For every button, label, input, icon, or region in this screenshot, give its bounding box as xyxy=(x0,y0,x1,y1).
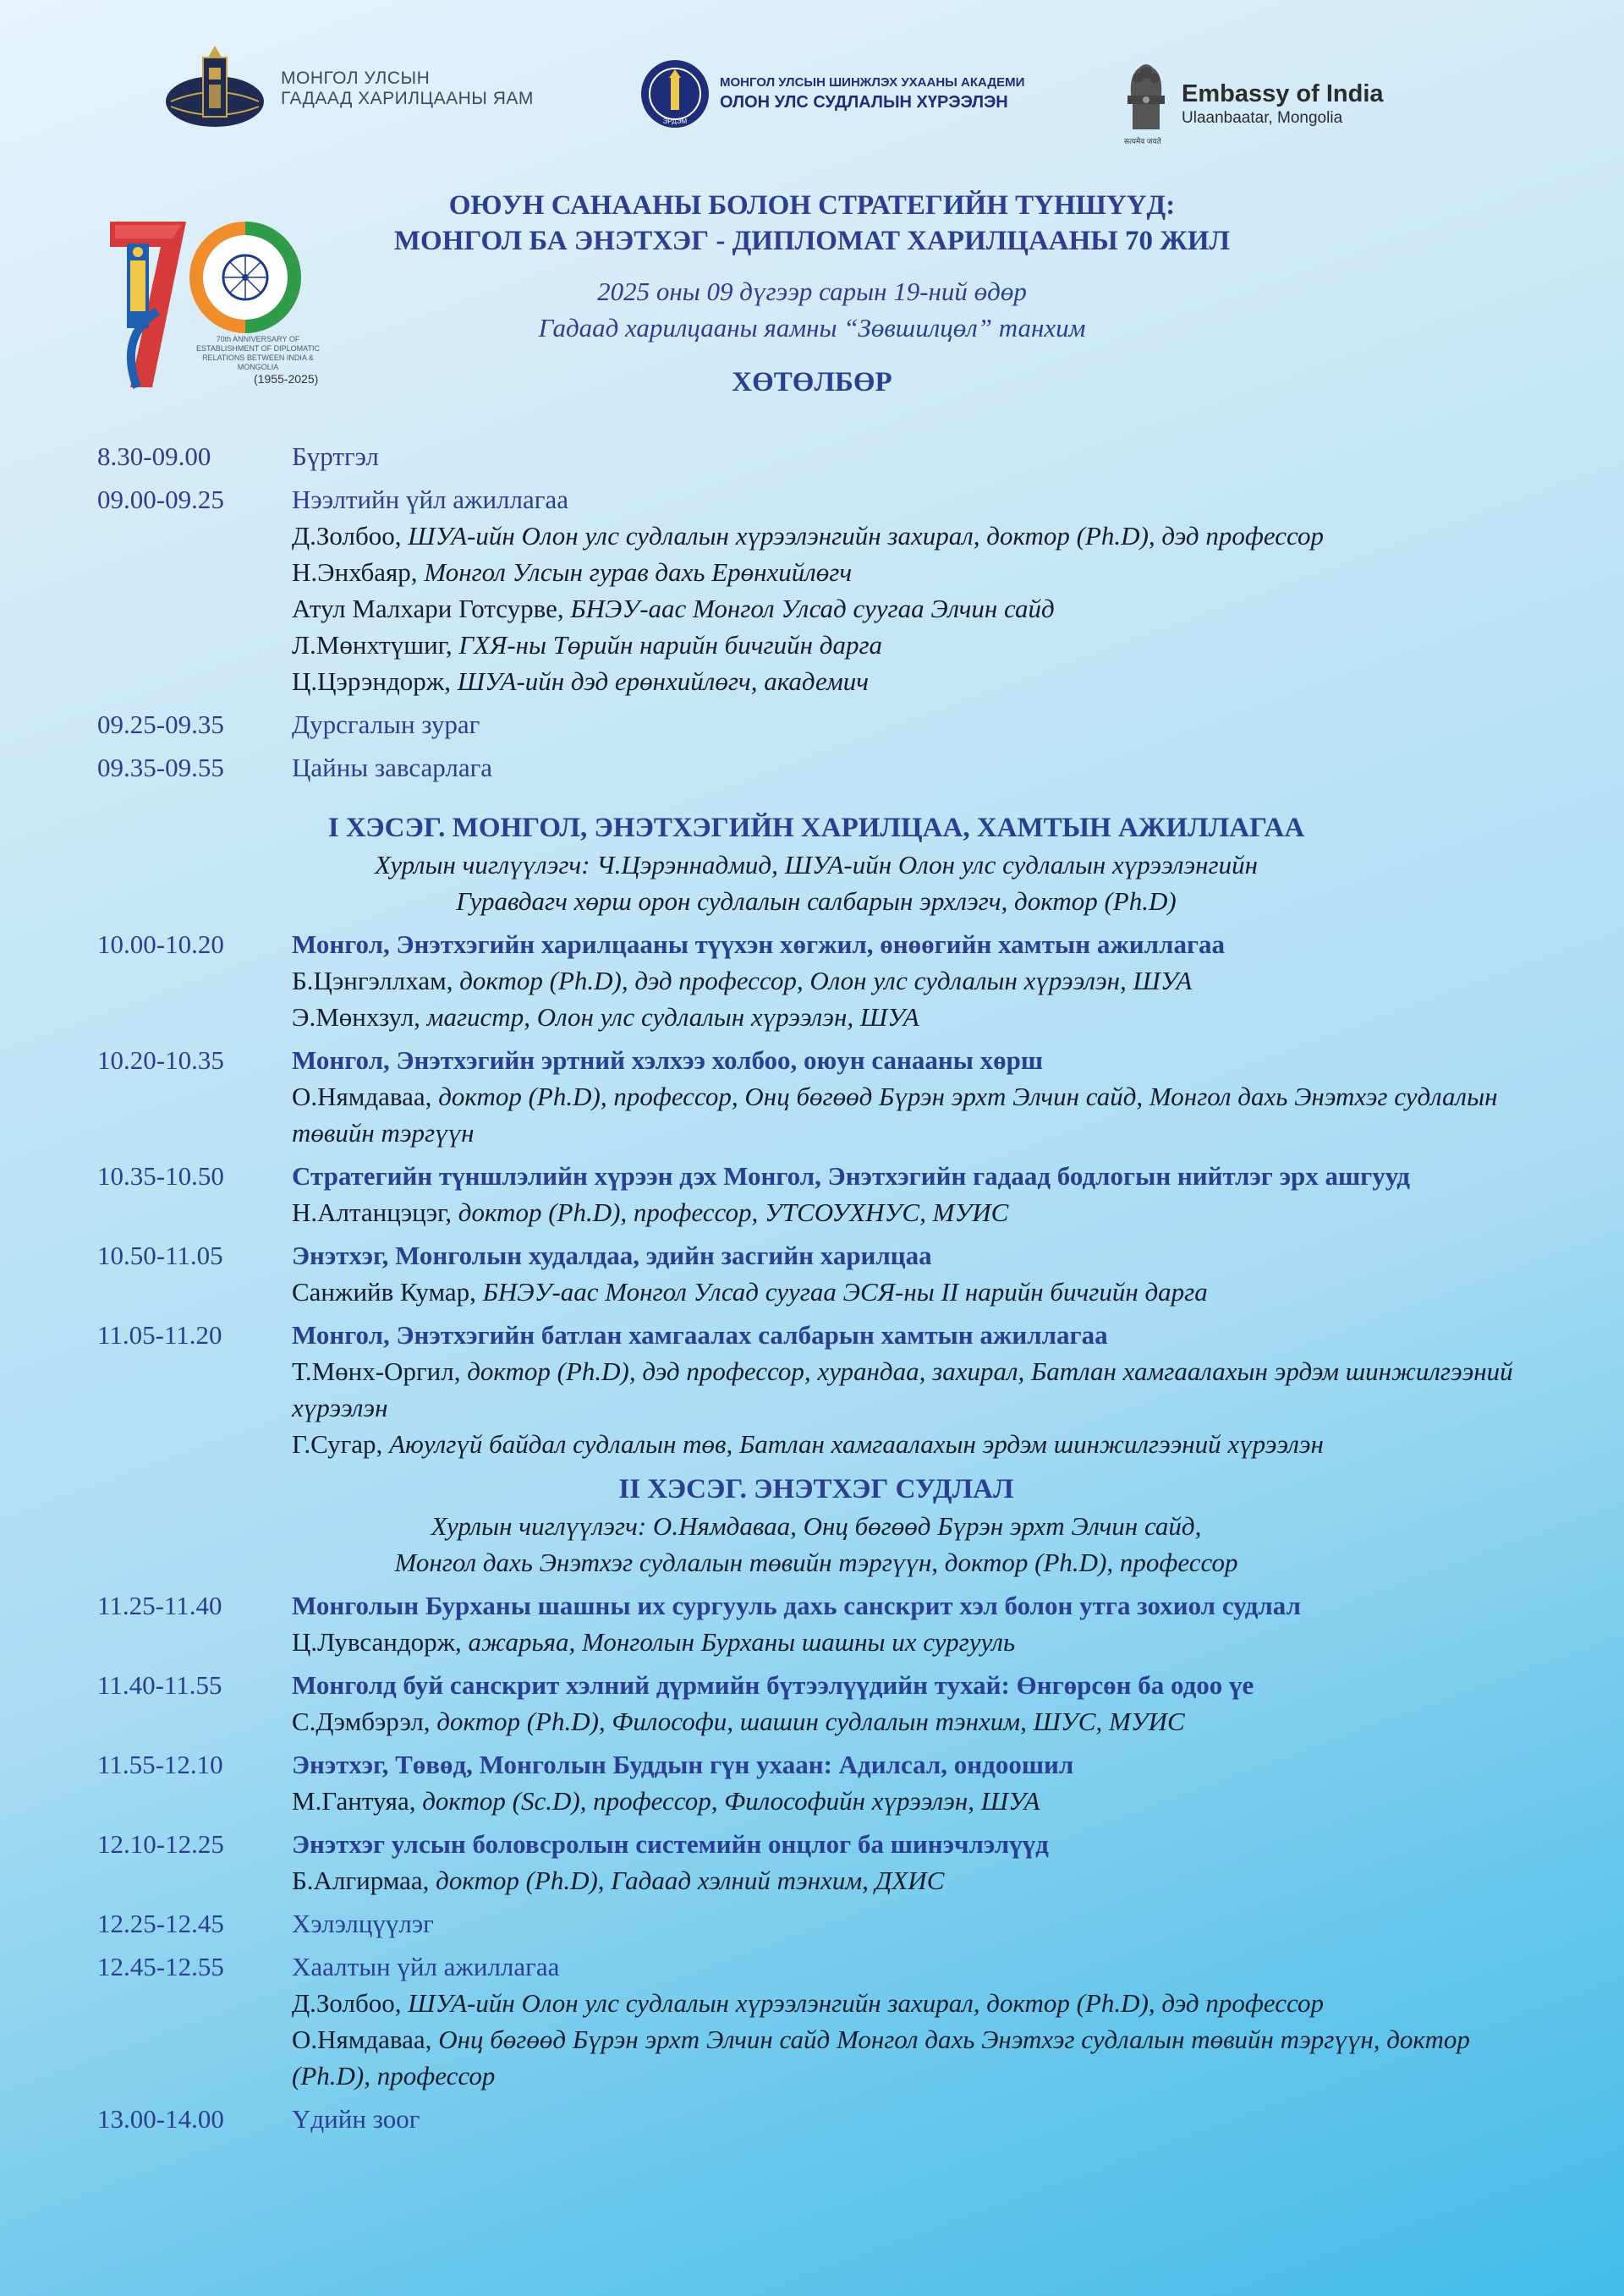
talk-topic: Монголын Бурханы шашны их сургууль дахь санскрит хэл болон утга зохиол судлал xyxy=(292,1591,1301,1620)
iss-line2: ОЛОН УЛС СУДЛАЛЫН ХҮРЭЭЛЭН xyxy=(720,93,1008,112)
schedule-row-talk xyxy=(97,1237,1535,1310)
talk-topic: Монгол, Энэтхэгийн батлан хамгаалах салбарын хамтын ажиллагаа xyxy=(292,1320,1108,1350)
speaker-role: доктор (Ph.D), Философи, шашин судлалын тэнхим, ШУС, МУИС xyxy=(436,1707,1185,1736)
time-slot: 12.10-12.25 xyxy=(97,1829,224,1859)
session-label: Хаалтын үйл ажиллагаа xyxy=(292,1952,560,1981)
india-embassy-logo xyxy=(1121,58,1384,151)
speaker xyxy=(292,1783,1535,1819)
time-slot: 09.25-09.35 xyxy=(97,710,224,739)
speaker-role: БНЭУ-аас Монгол Улсад суугаа Элчин сайд xyxy=(570,594,1055,623)
speaker-role: доктор (Ph.D), дэд профессор, Олон улс судлалын хүрээлэн, ШУА xyxy=(459,966,1193,995)
section-1-header xyxy=(182,809,1451,919)
schedule-row-talk xyxy=(97,1317,1535,1462)
schedule-row-talk xyxy=(97,1587,1535,1660)
speaker-role: доктор (Ph.D), профессор, УТСОУХНУС, МУИС xyxy=(458,1197,1009,1227)
talk-topic: Стратегийн түншлэлийн хүрээн дэх Монгол, Энэтхэгийн гадаад бодлогын нийтлэг эрх ашгууд xyxy=(292,1161,1410,1191)
speaker xyxy=(292,518,1535,554)
anniversary-caption: 70th ANNIVERSARY OF ESTABLISHMENT OF DIPLOMATIC RELATIONS BETWEEN INDIA & MONGOLIA xyxy=(195,335,321,371)
iss-line1: МОНГОЛ УЛСЫН ШИНЖЛЭХ УХААНЫ АКАДЕМИ xyxy=(720,75,1025,90)
time-slot: 09.00-09.25 xyxy=(97,485,224,514)
speaker-name: Д.Золбоо, xyxy=(292,1988,402,2018)
speaker xyxy=(292,627,1535,663)
time-slot: 11.40-11.55 xyxy=(97,1670,222,1700)
schedule-row-talk xyxy=(97,1746,1535,1819)
session-label: Нээлтийн үйл ажиллагаа xyxy=(292,485,568,514)
event-venue: Гадаад харилцааны яамны “Зөвшилцөл” танхим xyxy=(538,313,1086,342)
title-line-2: МОНГОЛ БА ЭНЭТХЭГ - ДИПЛОМАТ ХАРИЛЦААНЫ 70 ЖИЛ xyxy=(393,226,1231,256)
academy-seal-icon xyxy=(639,58,711,130)
speaker-role: Аюулгүй байдал судлалын төв, Батлан хамгаалахын эрдэм шинжилгээний хүрээлэн xyxy=(389,1429,1324,1459)
section-chair-line: Гуравдагч хөрш орон судлалын салбарын эрхлэгч, доктор (Ph.D) xyxy=(456,886,1177,916)
speaker-role: доктор (Ph.D), дэд профессор, хурандаа, захирал, Батлан хамгаалахын эрдэм шинжилгээний хүрээлэн xyxy=(292,1356,1513,1422)
speaker-name: Н.Алтанцэцэг, xyxy=(292,1197,453,1227)
schedule-row-discussion xyxy=(97,1905,1535,1942)
section-title: I ХЭСЭГ. МОНГОЛ, ЭНЭТХЭГИЙН ХАРИЛЦАА, ХАМТЫН АЖИЛЛАГАА xyxy=(327,813,1305,843)
schedule-row-registration xyxy=(97,438,1535,474)
session-label: Хэлэлцүүлэг xyxy=(292,1909,434,1938)
schedule xyxy=(97,438,1535,2137)
speaker xyxy=(292,554,1535,590)
speaker-name: Д.Золбоо, xyxy=(292,521,402,551)
time-slot: 09.35-09.55 xyxy=(97,753,224,782)
session-label: Бүртгэл xyxy=(292,441,379,471)
speaker-name: О.Нямдаваа, xyxy=(292,2025,432,2054)
talk-topic: Монгол, Энэтхэгийн харилцааны түүхэн хөгжил, өнөөгийн хамтын ажиллагаа xyxy=(292,929,1226,959)
mfa-logo xyxy=(162,42,534,135)
talk-topic: Энэтхэг улсын боловсролын системийн онцлог ба шинэчлэлүүд xyxy=(292,1829,1049,1859)
logo-bar xyxy=(0,42,1624,152)
schedule-row-tea-break xyxy=(97,749,1535,786)
time-slot: 13.00-14.00 xyxy=(97,2104,224,2134)
speaker xyxy=(292,2021,1535,2094)
section-chair-line: Хурлын чиглүүлэгч: Ч.Цэрэннадмид, ШУА-ийн Олон улс судлалын хүрээлэнгийн xyxy=(375,850,1258,879)
speaker-name: Ц.Цэрэндорж, xyxy=(292,666,451,696)
speaker-role: магистр, Олон улс судлалын хүрээлэн, ШУА xyxy=(426,1002,919,1032)
speaker-name: Л.Мөнхтүшиг, xyxy=(292,630,453,660)
speaker xyxy=(292,1703,1535,1740)
speaker-name: Н.Энхбаяр, xyxy=(292,557,418,587)
speaker-name: Ц.Лувсандорж, xyxy=(292,1627,462,1657)
speaker-name: Э.Мөнхзул, xyxy=(292,1002,420,1032)
section-chair-line: Хурлын чиглүүлэгч: О.Нямдаваа, Онц бөгөөд Бүрэн эрхт Элчин сайд, xyxy=(431,1511,1202,1541)
talk-topic: Монгол, Энэтхэгийн эртний хэлхээ холбоо, оюун санааны хөрш xyxy=(292,1045,1044,1075)
speaker-role: ШУА-ийн Олон улс судлалын хүрээлэнгийн захирал, доктор (Ph.D), дэд профессор xyxy=(408,521,1324,551)
talk-topic: Энэтхэг, Монголын худалдаа, эдийн засгийн харилцаа xyxy=(292,1241,932,1270)
speaker-role: доктор (Sc.D), профессор, Философийн хүрээлэн, ШУА xyxy=(422,1786,1040,1816)
speaker-role: ГХЯ-ны Төрийн нарийн бичгийн дарга xyxy=(458,630,883,660)
time-slot: 10.35-10.50 xyxy=(97,1161,224,1191)
session-label: Үдийн зоог xyxy=(292,2104,420,2134)
lion-capital-icon xyxy=(1121,58,1171,138)
speaker-role: БНЭУ-аас Монгол Улсад суугаа ЭСЯ-ны II нарийн бичгийн дарга xyxy=(482,1277,1208,1307)
time-slot: 8.30-09.00 xyxy=(97,441,211,471)
speaker xyxy=(292,1274,1535,1310)
schedule-row-opening xyxy=(97,481,1535,699)
speaker-name: Т.Мөнх-Оргил, xyxy=(292,1356,461,1386)
section-title: II ХЭСЭГ. ЭНЭТХЭГ СУДЛАЛ xyxy=(618,1474,1014,1504)
schedule-row-talk xyxy=(97,926,1535,1035)
speaker-role: Монгол Улсын гурав дахь Ерөнхийлөгч xyxy=(424,557,853,587)
speaker xyxy=(292,1426,1535,1462)
program-label: ХӨТӨЛБӨР xyxy=(732,367,892,397)
speaker-role: ШУА-ийн Олон улс судлалын хүрээлэнгийн захирал, доктор (Ph.D), дэд профессор xyxy=(408,1988,1324,2018)
speaker xyxy=(292,590,1535,627)
schedule-row-closing xyxy=(97,1948,1535,2094)
time-slot: 11.25-11.40 xyxy=(97,1591,222,1620)
ashoka-emblem xyxy=(1121,58,1171,151)
section-2-header xyxy=(182,1471,1451,1581)
speaker xyxy=(292,999,1535,1035)
speaker xyxy=(292,1862,1535,1899)
speaker xyxy=(292,1353,1535,1426)
india-line2: Ulaanbaatar, Mongolia xyxy=(1182,109,1343,127)
speaker xyxy=(292,962,1535,999)
session-label: Цайны завсарлага xyxy=(292,753,493,782)
speaker-name: Атул Малхари Готсурве, xyxy=(292,594,564,623)
schedule-row-talk xyxy=(97,1667,1535,1740)
schedule-row-talk xyxy=(97,1158,1535,1230)
talk-topic: Монголд буй санскрит хэлний дүрмийн бүтээлүүдийн тухай: Өнгөрсөн ба одоо үе xyxy=(292,1670,1254,1700)
mfa-line1: МОНГОЛ УЛСЫН xyxy=(281,68,431,88)
speaker-name: Санжийв Кумар, xyxy=(292,1277,476,1307)
time-slot: 10.50-11.05 xyxy=(97,1241,223,1270)
iss-logo xyxy=(639,58,1024,130)
section-chair-line: Монгол дахь Энэтхэг судлалын төвийн тэргүүн, доктор (Ph.D), профессор xyxy=(394,1548,1238,1577)
speaker-role: доктор (Ph.D), Гадаад хэлний тэнхим, ДХИС xyxy=(436,1866,945,1895)
speaker-name: О.Нямдаваа, xyxy=(292,1082,432,1111)
speaker xyxy=(292,1624,1535,1660)
speaker-role: ажарьяа, Монголын Бурханы шашны их сургууль xyxy=(468,1627,1016,1657)
speaker-name: С.Дэмбэрэл, xyxy=(292,1707,431,1736)
title-line-1: ОЮУН САНААНЫ БОЛОН СТРАТЕГИЙН ТҮНШҮҮД: xyxy=(448,190,1176,221)
speaker xyxy=(292,1078,1535,1151)
speaker xyxy=(292,1194,1535,1230)
schedule-row-talk xyxy=(97,1826,1535,1899)
time-slot: 12.25-12.45 xyxy=(97,1909,224,1938)
emblem-caption: सत्यमेव जयते xyxy=(1124,137,1161,145)
speaker-name: Г.Сугар, xyxy=(292,1429,383,1459)
speaker-role: доктор (Ph.D), профессор, Онц бөгөөд Бүрэн эрхт Элчин сайд, Монгол дахь Энэтхэг судлалын төвийн тэргүүн xyxy=(292,1082,1498,1148)
event-date: 2025 оны 09 дүгээр сарын 19-ний өдөр xyxy=(597,277,1027,306)
anniversary-years: (1955-2025) xyxy=(254,372,319,386)
academy-seal-text: ЭРДЭМ xyxy=(662,118,688,125)
schedule-row-photo xyxy=(97,706,1535,743)
schedule-row-lunch xyxy=(97,2101,1535,2137)
schedule-row-talk xyxy=(97,1042,1535,1151)
speaker xyxy=(292,1985,1535,2021)
speaker-role: Онц бөгөөд Бүрэн эрхт Элчин сайд Монгол дахь Энэтхэг судлалын төвийн тэргүүн, доктор (Ph.D), профессор xyxy=(292,2025,1470,2091)
mfa-emblem-icon xyxy=(162,42,272,135)
time-slot: 12.45-12.55 xyxy=(97,1952,224,1981)
india-line1: Embassy of India xyxy=(1182,80,1384,107)
time-slot: 10.20-10.35 xyxy=(97,1045,224,1075)
speaker xyxy=(292,663,1535,699)
time-slot: 11.55-12.10 xyxy=(97,1750,223,1779)
speaker-name: Б.Цэнгэллхам, xyxy=(292,966,453,995)
session-label: Дурсгалын зураг xyxy=(292,710,480,739)
speaker-role: ШУА-ийн дэд ерөнхийлөгч, академич xyxy=(457,666,870,696)
time-slot: 11.05-11.20 xyxy=(97,1320,222,1350)
talk-topic: Энэтхэг, Төвөд, Монголын Буддын гүн ухаан: Адилсал, ондоошил xyxy=(292,1750,1074,1779)
mfa-line2: ГАДААД ХАРИЛЦААНЫ ЯАМ xyxy=(281,89,534,108)
speaker-name: М.Гантуяа, xyxy=(292,1786,416,1816)
time-slot: 10.00-10.20 xyxy=(97,929,224,959)
speaker-name: Б.Алгирмаа, xyxy=(292,1866,430,1895)
